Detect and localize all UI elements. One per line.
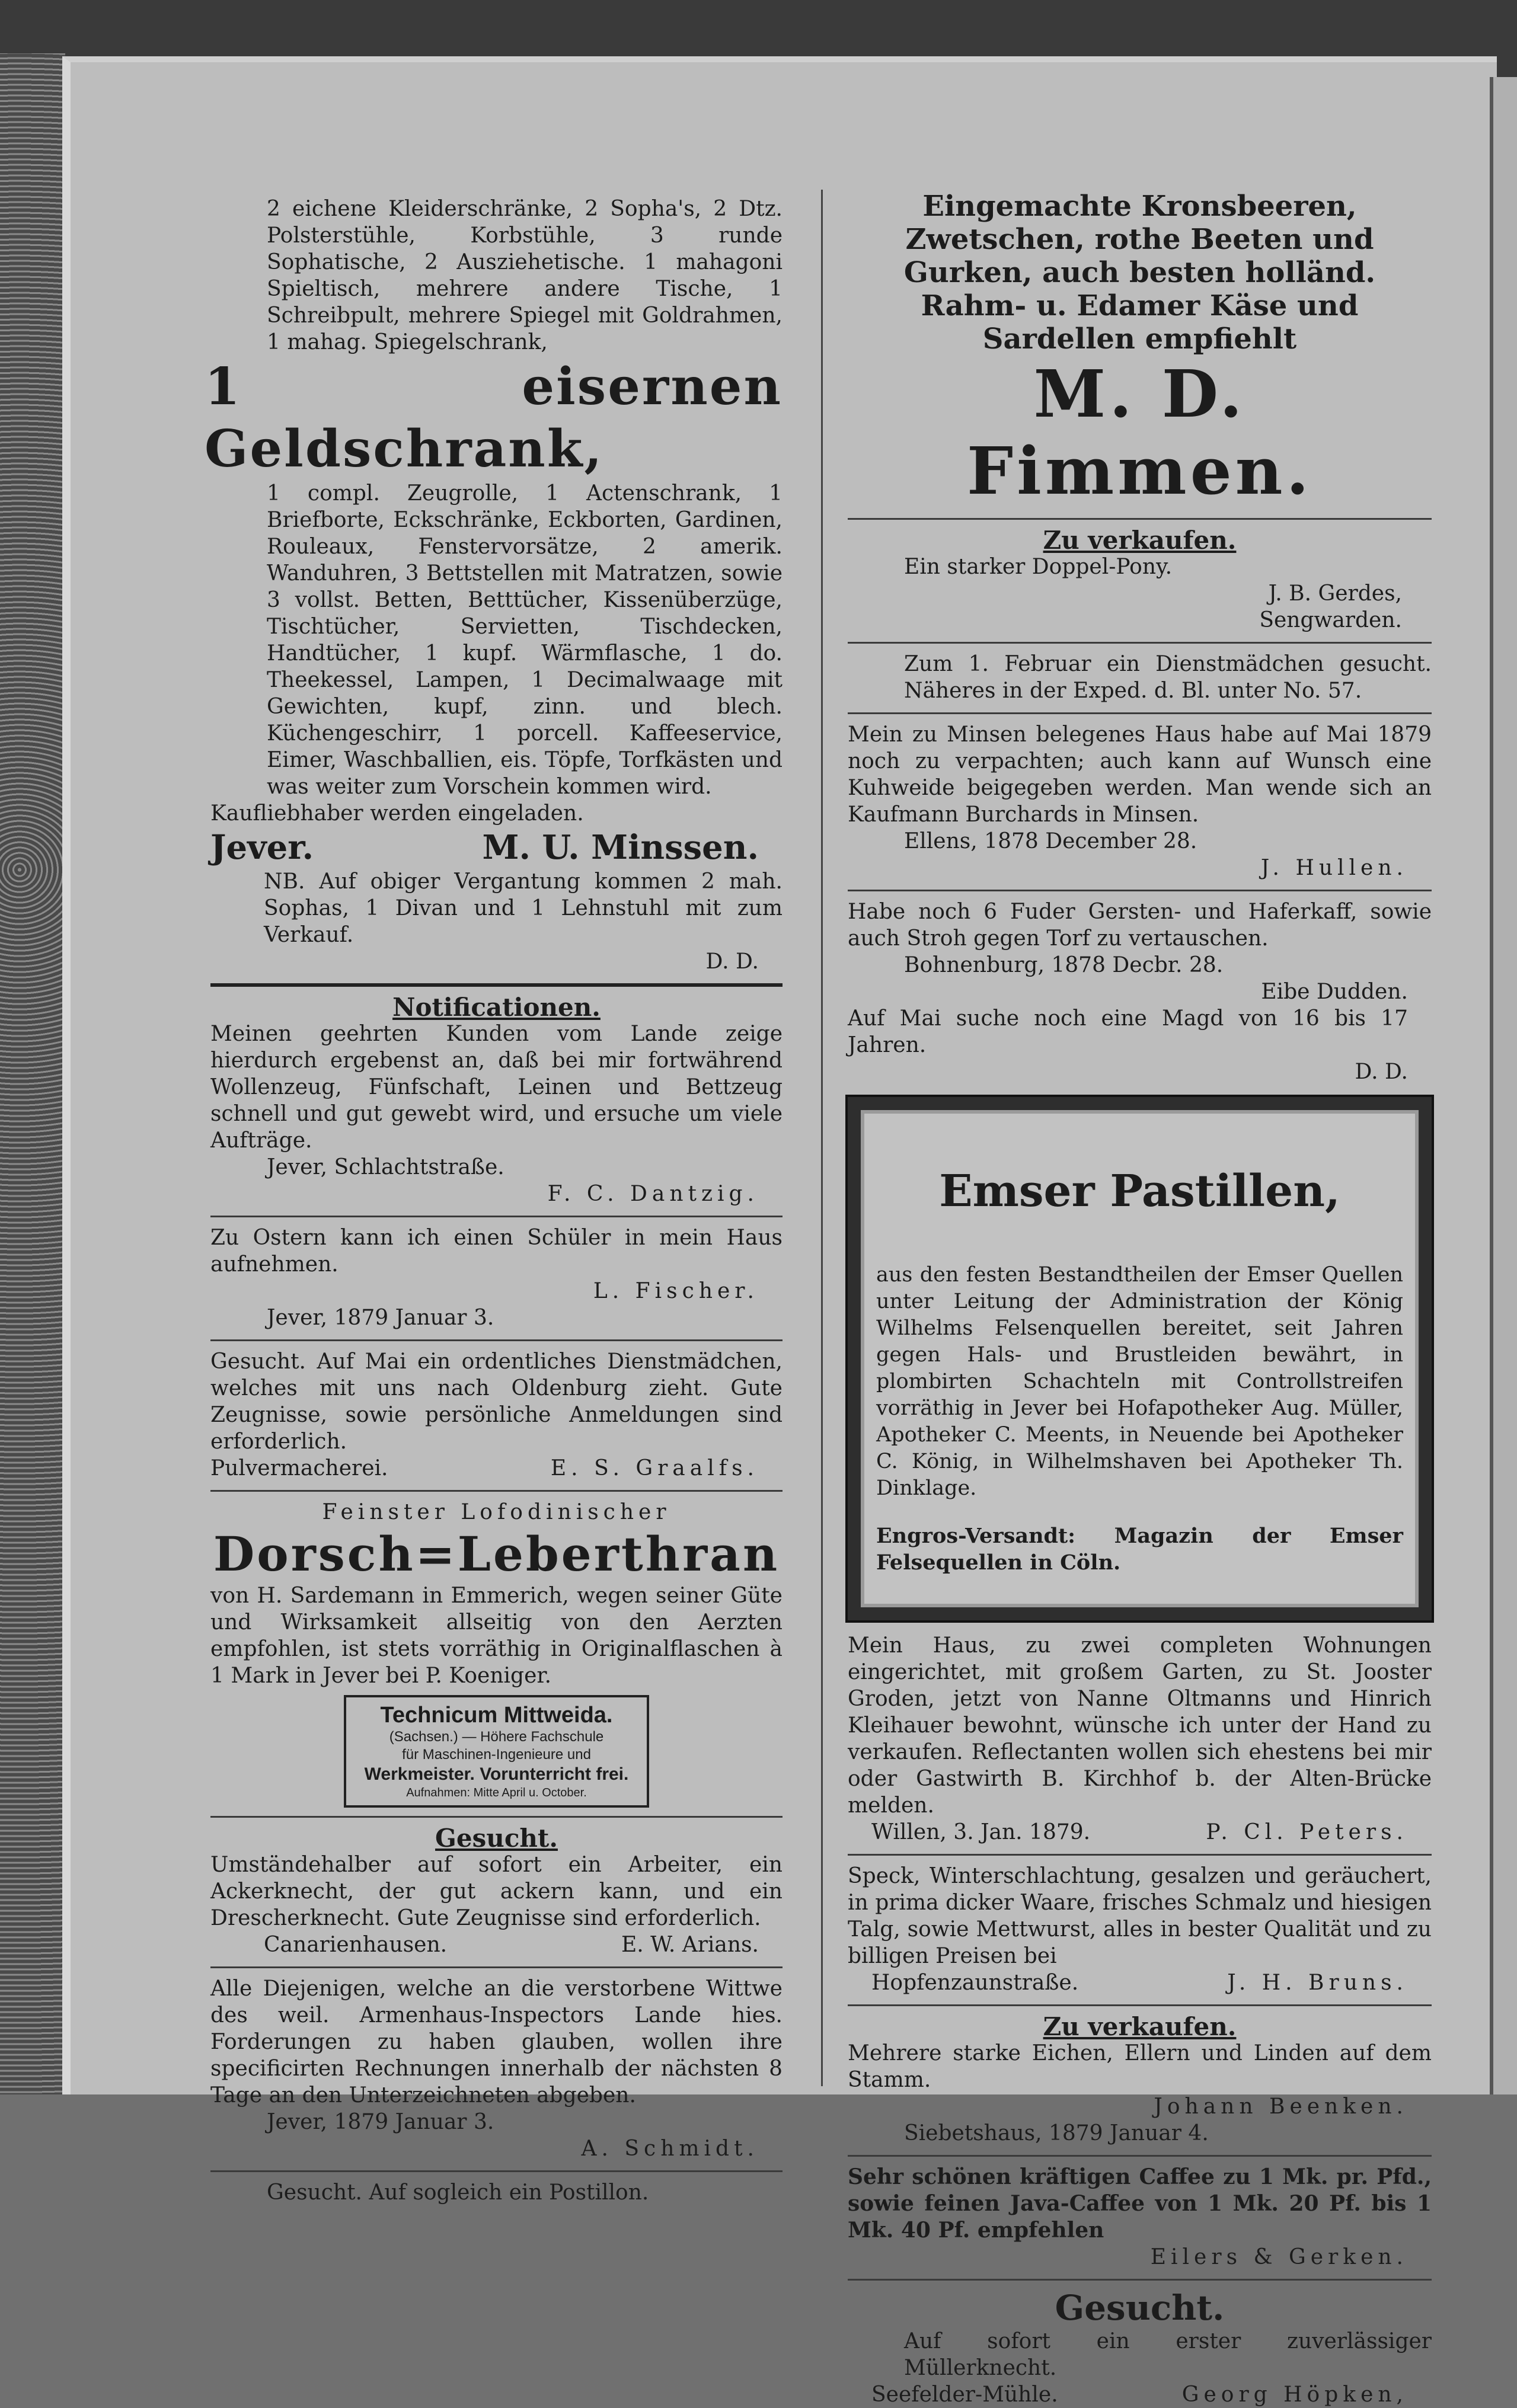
graalfs-ad (210, 1348, 783, 1482)
peters-date: Willen, 3. Jan. 1879. (871, 1820, 1091, 1844)
notif-ad (210, 994, 783, 1207)
beenken-date: Siebetshaus, 1879 Januar 4. (904, 2121, 1209, 2145)
auction-headline: 1 eisernen Geldschrank, (205, 357, 783, 479)
graalfs-place: Pulvermacherei. (210, 1456, 388, 1480)
dorsch-ad (210, 1499, 783, 1808)
notif-sig: F. C. Dantzig. (547, 1182, 759, 1206)
tech-line1: (Sachsen.) — Höhere Fachschule (389, 1729, 604, 1745)
bruns-text: Speck, Winterschlachtung, gesalzen und geräuchert, in prima dicker Waare, frisches Schmalz und hiesigen Talg, sowie Mettwurst, alles in bester Qualität und zu billigen Preisen bei (848, 1864, 1432, 1968)
dudden-sig: Eibe Dudden. (1261, 980, 1408, 1004)
tech-line4: Aufnahmen: Mitte April u. October. (406, 1786, 587, 1799)
pony-place: Sengwarden. (1259, 608, 1402, 632)
pony-sig: J. B. Gerdes, (1268, 581, 1402, 606)
divider (848, 712, 1432, 714)
technicum-box (344, 1695, 649, 1808)
peters-sig: P. Cl. Peters. (1206, 1820, 1408, 1844)
gesucht-ad (210, 1825, 783, 1958)
divider (210, 1339, 783, 1341)
hullen-text: Mein zu Minsen belegenes Haus habe auf Mai 1879 noch zu verpachten; auch kann auf Wunsch eine Kuhweide beigegeben werden. Man wende sich an Kaufmann Burchards in Minsen. (848, 722, 1432, 827)
column-divider (821, 190, 823, 2086)
fimmen-ad (848, 190, 1432, 510)
gesucht-text: Umständehalber auf sofort ein Arbeiter, ein Ackerknecht, der gut ackern kann, und ein Drescherknecht. Gute Zeugnisse sind erforderlich. (210, 1853, 783, 1930)
auction-place: Jever. (210, 828, 314, 867)
divider (210, 1216, 783, 1217)
gesucht-heading: Gesucht. (435, 1824, 558, 1853)
caffee-text: Sehr schönen kräftigen Caffee zu 1 Mk. pr. Pfd., sowie feinen Java-Caffee von 1 Mk. 20 Pf. bis 1 Mk. 40 Pf. empfehlen (848, 2164, 1432, 2243)
fimmen-text: Eingemachte Kronsbeeren, Zwetschen, rothe Beeten und Gurken, auch besten holländ. Rahm- u. Edamer Käse und Sardellen empfiehlt (903, 190, 1376, 356)
left-column (205, 196, 783, 2206)
hullen-date: Ellens, 1878 December 28. (904, 829, 1197, 853)
divider (210, 1816, 783, 1818)
maid-ad (848, 651, 1432, 704)
tech-line3: Werkmeister. Vorunterricht frei. (364, 1764, 629, 1784)
peters-ad (848, 1632, 1432, 1846)
divider (848, 518, 1432, 520)
auction-body: 1 compl. Zeugrolle, 1 Actenschrank, 1 Briefborte, Eckschränke, Eckborten, Gardinen, Rouleaux, Fenstervorsätze, 2 amerik. Wanduhren, 3 Bettstellen mit Matratzen, sowie 3 vollst. Betten, Betttücher, Kissenüberzüge, Tischtücher, Servietten, Tischdecken, Handtücher, 1 kupf. Wärmflasche, 1 do. Theekessel, Lampen, 1 Decimalwaage mit Gewichten, kupf, zinn. und blech. Küchengeschirr, 1 porcell. Kaffeeservice, Eimer, Waschballien, eis. Töpfe, Torfkästen und was weiter zum Vorschein kommen wird. (267, 481, 783, 799)
fischer-date: Jever, 1879 Januar 3. (267, 1306, 494, 1330)
muller-heading: Gesucht. (1055, 2288, 1225, 2328)
muller-sig: Georg Höpken, (1181, 2383, 1408, 2407)
divider (210, 983, 783, 987)
hullen-sig: J. Hullen. (1260, 856, 1408, 880)
muller-text: Auf sofort ein erster zuverlässiger Müllerknecht. (904, 2329, 1432, 2380)
pony-heading: Zu verkaufen. (1043, 526, 1237, 555)
schmidt-text: Alle Diejenigen, welche an die verstorbene Wittwe des weil. Armenhaus-Inspectors Lande hies. Forderungen zu haben glauben, wollen ihre specificirten Rechnungen innerhalb der nächsten 8 Tage an den Unterzeichneten abgeben. (210, 1977, 783, 2108)
notif-heading: Notificationen. (392, 993, 601, 1022)
magd-ad (848, 1005, 1432, 1085)
tech-title: Technicum Mittweida. (380, 1703, 613, 1728)
auction-nb: NB. Auf obiger Vergantung kommen 2 mah. Sophas, 1 Divan und 1 Lehnstuhl mit zum Verkauf. (264, 869, 783, 947)
schmidt-sig: A. Schmidt. (581, 2137, 759, 2161)
tech-line2: für Maschinen-Ingenieure und (402, 1747, 591, 1763)
auction-intro: 2 eichene Kleiderschränke, 2 Sopha's, 2 Dtz. Polsterstühle, Korbstühle, 3 runde Sophatische, 2 Auszieh​etische. 1 mahagoni Spieltisch, mehrere andere Tische, 1 Schreibpult, mehrere Spiegel mit Goldrahmen, 1 mahag. Spiegelschrank, (267, 197, 783, 354)
pony-ad (848, 527, 1432, 634)
beenken-text: Mehrere starke Eichen, Ellern und Linden auf dem Stamm. (848, 2041, 1432, 2092)
beenken-ad (848, 2013, 1432, 2147)
postillon-ad (210, 2179, 783, 2206)
dorsch-text: von H. Sardemann in Emmerich, wegen seiner Güte und Wirksamkeit allseitig von den Aerzten empfohlen, ist stets vorräthig in Originalflaschen à 1 Mark in Jever bei P. Koeniger. (210, 1584, 783, 1688)
bruns-place: Hopfenzaunstraße. (871, 1971, 1079, 1995)
graalfs-sig: E. S. Graalfs. (550, 1456, 759, 1480)
magd-text: Auf Mai suche noch eine Magd von 16 bis 17 Jahren. (848, 1006, 1408, 1057)
divider (210, 2170, 783, 2172)
divider (848, 2279, 1432, 2281)
bruns-ad (848, 1863, 1432, 1996)
divider (848, 2004, 1432, 2006)
pony-text: Ein starker Doppel-Pony. (904, 555, 1173, 579)
schmidt-date: Jever, 1879 Januar 3. (267, 2110, 494, 2134)
page-edge (1490, 77, 1517, 2094)
graalfs-text: Gesucht. Auf Mai ein ordentliches Dienstmädchen, welches mit uns nach Oldenburg zieht. Gute Zeugnisse, sowie persönliche Anmeldungen sind erforderlich. (210, 1349, 783, 1454)
gesucht-place: Canarienhausen. (264, 1933, 448, 1957)
caffee-sig: Eilers & Gerken. (1150, 2245, 1408, 2269)
auction-invite: Kaufliebhaber werden eingeladen. (210, 801, 584, 826)
dudden-date: Bohnenburg, 1878 Decbr. 28. (904, 953, 1224, 977)
magd-sig: D. D. (1355, 1060, 1408, 1084)
peters-text: Mein Haus, zu zwei completen Wohnungen eingerichtet, mit großem Garten, zu St. Jooster Groden, jetzt von Nanne Oltmanns und Hinrich Kleihauer bewohnt, wünsche ich unter der Hand zu verkaufen. Reflectanten wollen sich ehestens bei mir oder Gastwirth B. Kirchhof b. der Alten-Brücke melden. (848, 1633, 1432, 1818)
divider (848, 2155, 1432, 2157)
fischer-text: Zu Ostern kann ich einen Schüler in mein Haus aufnehmen. (210, 1226, 783, 1277)
beenken-heading: Zu verkaufen. (1043, 2012, 1237, 2041)
emser-box (848, 1097, 1432, 1620)
emser-bottom: Engros-Versandt: Magazin der Emser Felsequellen in Cöln. (876, 1524, 1403, 1575)
maid-text: Zum 1. Februar ein Dienstmädchen gesucht. Näheres in der Exped. d. Bl. unter No. 57. (904, 652, 1432, 703)
divider (848, 642, 1432, 644)
postillon-text: Gesucht. Auf sogleich ein Postillon. (267, 2180, 649, 2205)
gesucht-sig: E. W. Arians. (621, 1933, 759, 1957)
divider (848, 1854, 1432, 1856)
auction-ad (205, 196, 783, 975)
divider (210, 1966, 783, 1968)
bruns-sig: J. H. Bruns. (1227, 1971, 1408, 1995)
dorsch-headline: Dorsch=Leberthran (213, 1526, 780, 1582)
fimmen-sig: M. D. Fimmen. (967, 356, 1312, 509)
muller-place: Seefelder-Mühle. (871, 2383, 1058, 2407)
dudden-ad (848, 898, 1432, 1005)
dorsch-top: Feinster Lofodinischer (322, 1500, 671, 1524)
hullen-ad (848, 721, 1432, 881)
emser-title: Emser Pastillen, (939, 1166, 1340, 1217)
notif-place: Jever, Schlachtstraße. (267, 1155, 504, 1179)
emser-text: aus den festen Bestandtheilen der Emser Quellen unter Leitung der Administration der König Wilhelms Felsenquellen bereitet, seit Jahren gegen Hals- und Brustleiden bewährt, in plombirten Schachteln mit Controllstreifen vorräthig in Jever bei Hofapotheker Aug. Müller, Apotheker C. Meents, in Neuende bei Apotheker C. König, in Wilhelmshaven bei Apotheker Th. Dinklage. (876, 1263, 1403, 1500)
fischer-sig: L. Fischer. (593, 1279, 759, 1303)
right-column (848, 190, 1432, 2408)
fischer-ad (210, 1224, 783, 1331)
binding-strip (0, 53, 65, 2094)
dudden-text: Habe noch 6 Fuder Gersten- und Haferkaff, sowie auch Stroh gegen Torf zu vertauschen. (848, 900, 1432, 951)
auction-nb-sig: D. D. (705, 949, 759, 974)
divider (210, 1490, 783, 1492)
notif-text: Meinen geehrten Kunden vom Lande zeige hierdurch ergebenst an, daß bei mir fortwährend Wollenzeug, Fünfschaft, Leinen und Bettzeug schnell und gut gewebt wird, und ersuche um viele Aufträge. (210, 1022, 783, 1153)
divider (848, 890, 1432, 891)
auction-signer: M. U. Minssen. (482, 828, 759, 867)
beenken-sig: Johann Beenken. (1154, 2094, 1408, 2119)
muller-ad (848, 2288, 1432, 2408)
schmidt-ad (210, 1975, 783, 2162)
caffee-ad (848, 2164, 1432, 2271)
